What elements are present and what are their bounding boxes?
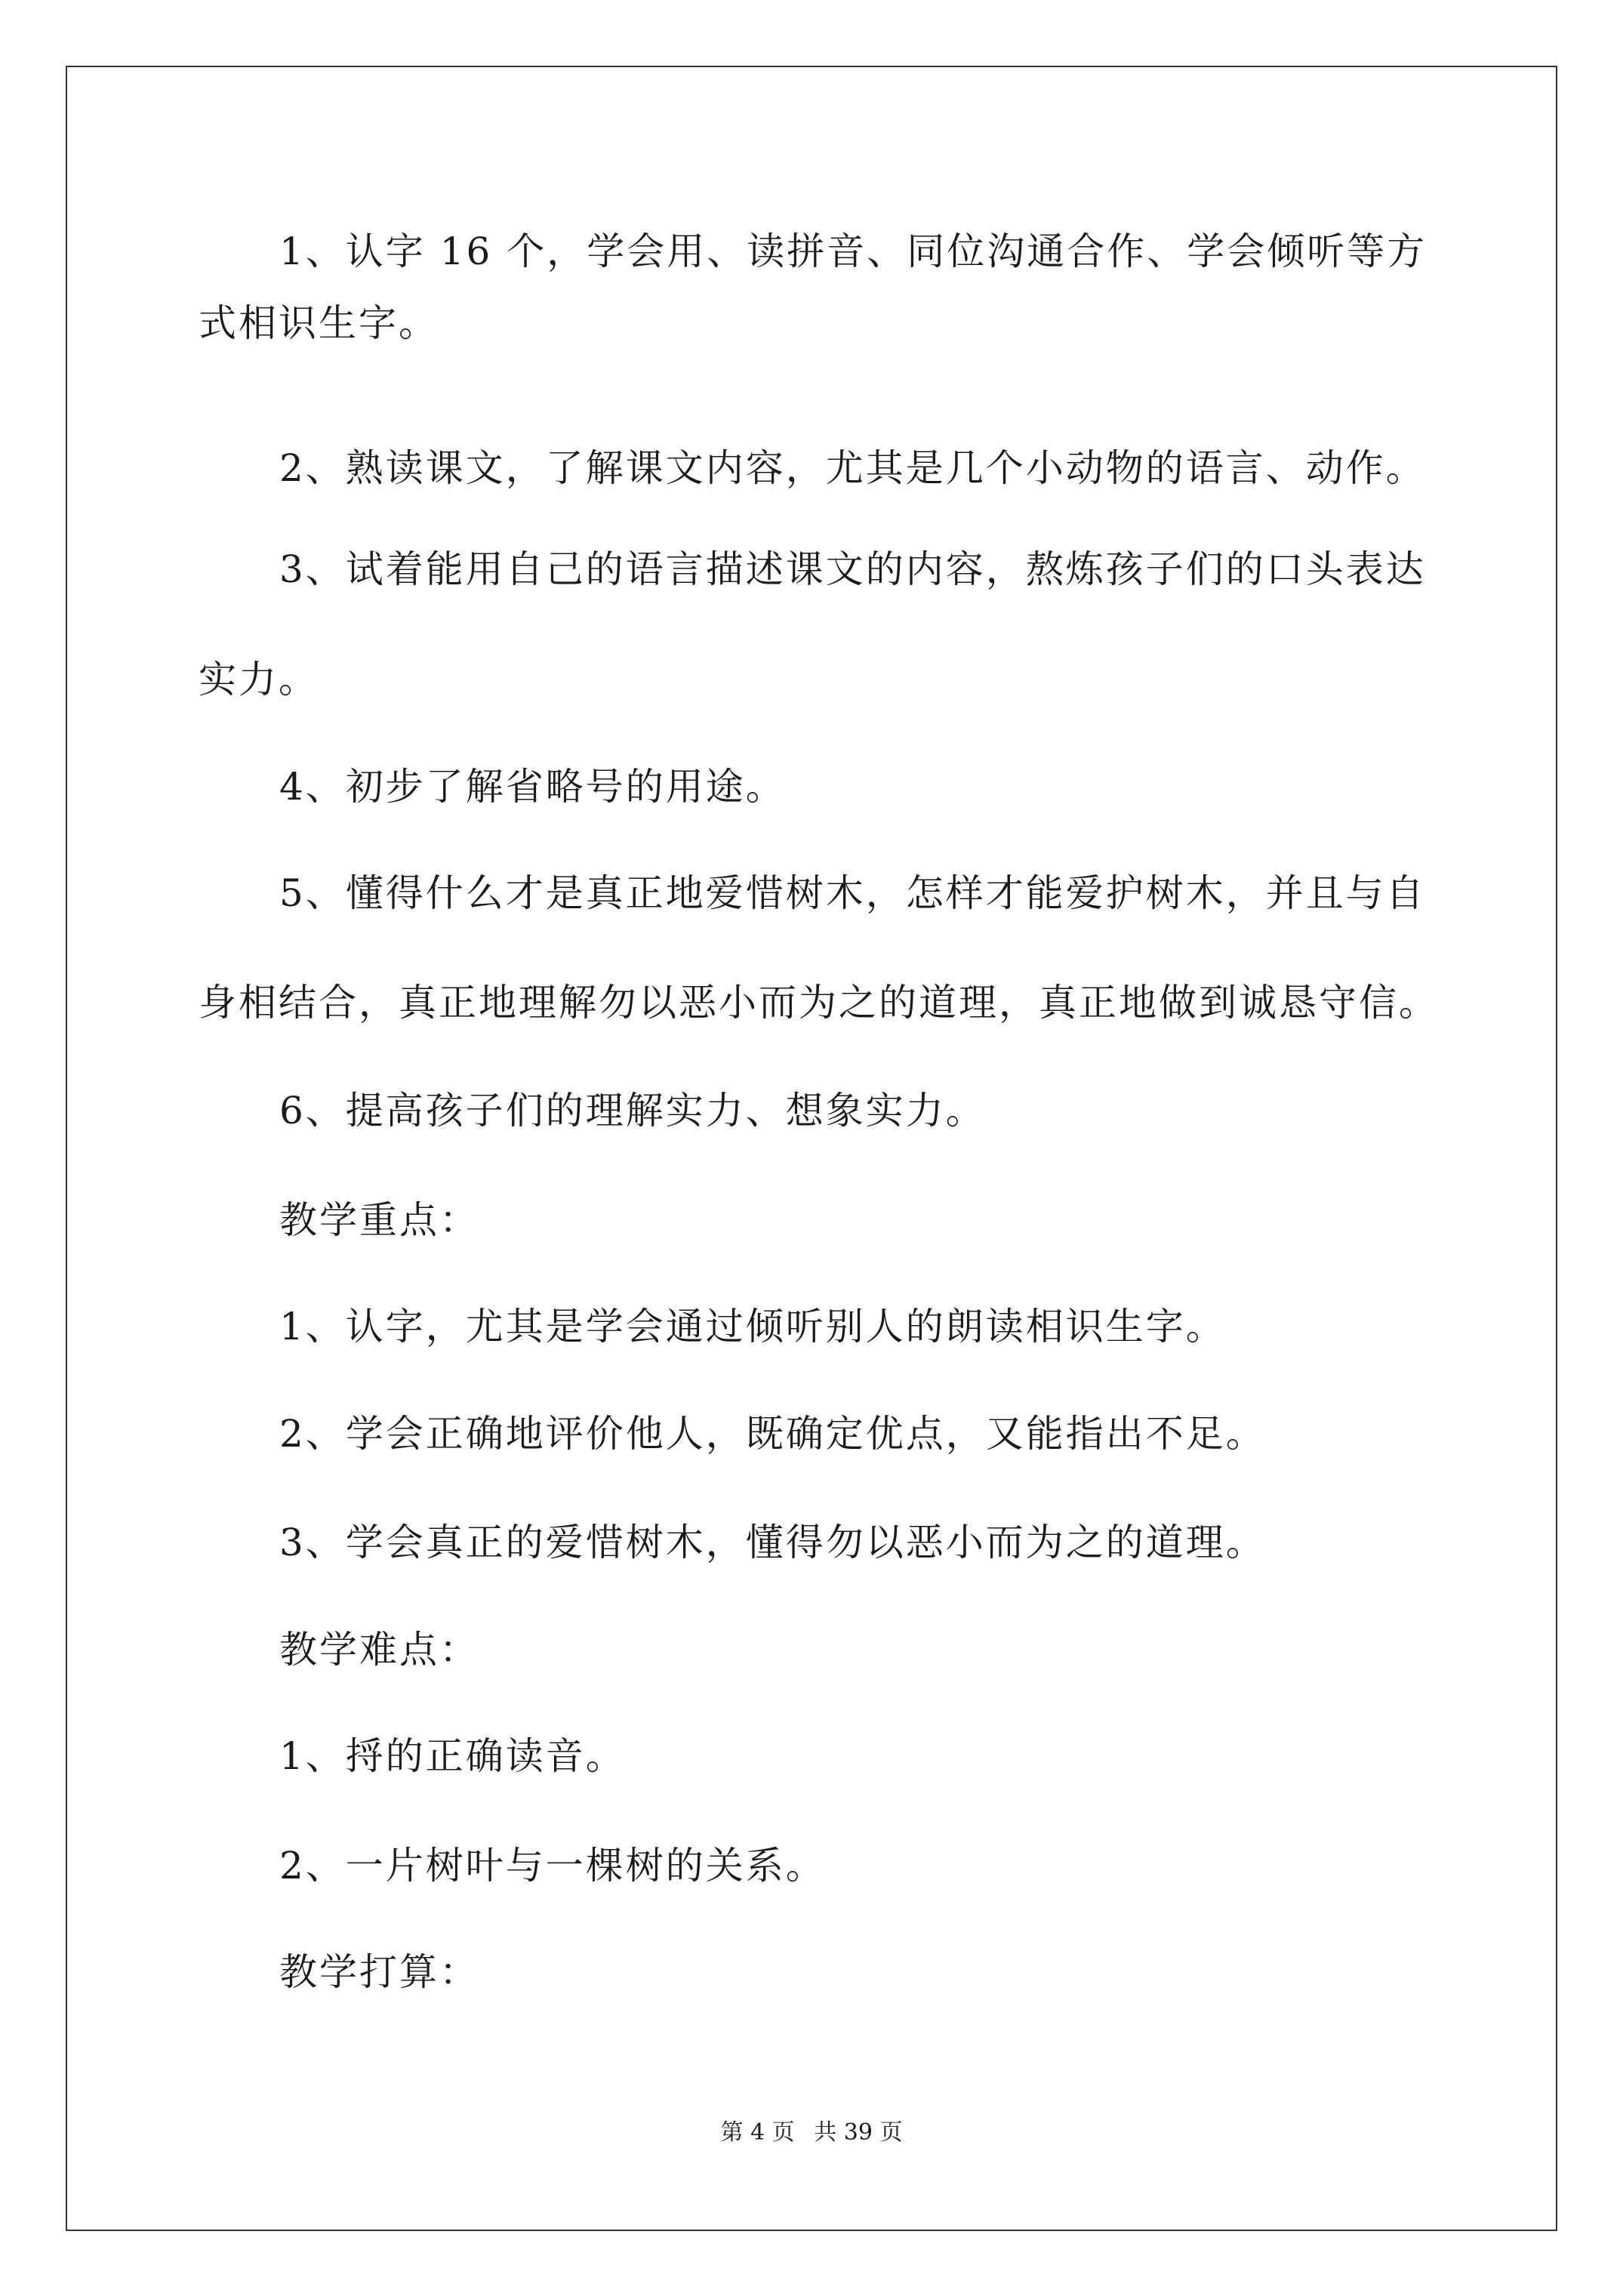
- paragraph-5-line-2: 身相结合，真正地理解勿以恶小而为之的道理，真正地做到诚恳守信。: [199, 981, 1439, 1025]
- heading-teaching-plan: 教学打算：: [279, 1950, 479, 1994]
- difficult-point-1: 1、捋的正确读音。: [279, 1734, 626, 1778]
- paragraph-6-line-1: 6、提高孩子们的理解实力、想象实力。: [279, 1089, 986, 1133]
- paragraph-5-line-1: 5、懂得什么才是真正地爱惜树木，怎样才能爱护树木，并且与自: [279, 871, 1426, 915]
- paragraph-3-line-1: 3、试着能用自己的语言描述课文的内容，熬炼孩子们的口头表达: [279, 547, 1426, 591]
- heading-key-points: 教学重点：: [279, 1198, 479, 1242]
- key-point-3: 3、学会真正的爱惜树木，懂得勿以恶小而为之的道理。: [279, 1521, 1266, 1564]
- paragraph-1-line-2: 式相识生字。: [199, 301, 439, 345]
- paragraph-4-line-1: 4、初步了解省略号的用途。: [279, 765, 786, 809]
- paragraph-2-line-1: 2、熟读课文，了解课文内容，尤其是几个小动物的语言、动作。: [279, 446, 1426, 490]
- difficult-point-2: 2、一片树叶与一棵树的关系。: [279, 1844, 826, 1888]
- key-point-2: 2、学会正确地评价他人，既确定优点，又能指出不足。: [279, 1412, 1266, 1456]
- page-border: [66, 66, 1557, 2231]
- heading-difficult-points: 教学难点：: [279, 1628, 479, 1672]
- page-number: 第 4 页: [720, 2119, 795, 2146]
- paragraph-1-line-1: 1、认字 16 个，学会用、读拼音、同位沟通合作、学会倾听等方: [279, 230, 1427, 273]
- page-footer: [0, 2118, 1623, 2148]
- paragraph-3-line-2: 实力。: [199, 658, 319, 701]
- key-point-1: 1、认字，尤其是学会通过倾听别人的朗读相识生字。: [279, 1305, 1226, 1348]
- page-total: 共 39 页: [814, 2119, 903, 2146]
